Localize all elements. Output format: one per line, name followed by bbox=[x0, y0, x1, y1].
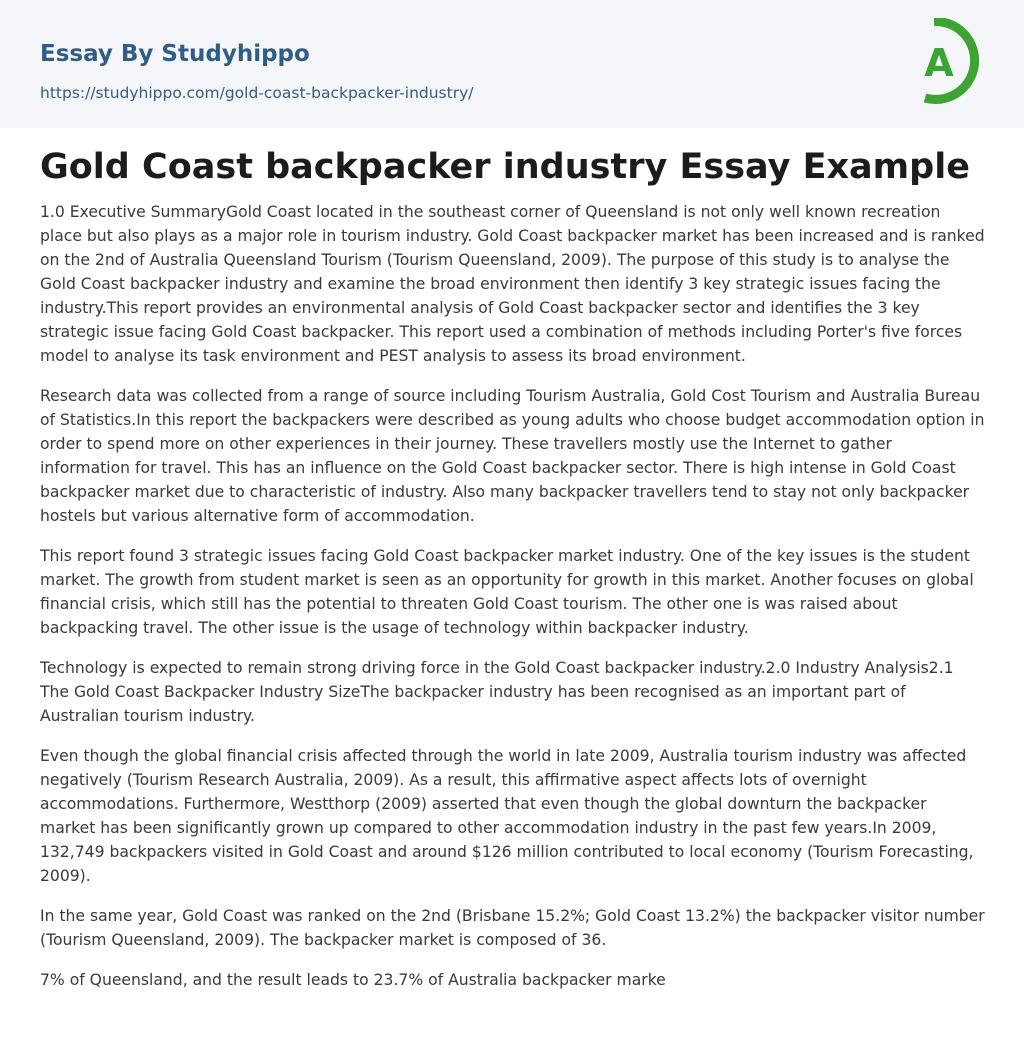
article-body bbox=[40, 189, 986, 992]
paragraph: Even though the global financial crisis affected through the world in late 2009, Australia tourism industry was affected negatively (Tourism Research Australia, 2009). As a result, this affirmative aspect affects lots of overnight accommodations. Furthermore, Westthorp (2009) asserted that even though the global downturn the backpacker market has been significantly grown up compared to other accommodation industry in the past few years.In 2009, 132,749 backpackers visited in Gold Coast and around $126 million contributed to local economy (Tourism Forecasting, 2009). bbox=[40, 747, 974, 885]
logo-letter: A bbox=[924, 41, 954, 85]
paragraph: Technology is expected to remain strong driving force in the Gold Coast backpacker industry.2.0 Industry Analysis2.1 The Gold Coast Backpacker Industry SizeThe backpacker industry has been recognised as an important part of Australian tourism industry. bbox=[40, 659, 954, 725]
site-header bbox=[0, 0, 1024, 128]
paragraph: Research data was collected from a range of source including Tourism Australia, Gold Cost Tourism and Australia Bureau of Statistics.In this report the backpackers were described as young adults who choose budget accommodation option in order to spend more on other experiences in their journey. These travellers mostly use the Internet to gather information for travel. This has an influence on the Gold Coast backpacker sector. There is high intense in Gold Coast backpacker market due to characteristic of industry. Also many backpacker travellers tend to stay not only backpacker hostels but various alternative form of accommodation. bbox=[40, 387, 985, 525]
paragraph: 7% of Queensland, and the result leads to 23.7% of Australia backpacker marke bbox=[40, 971, 666, 989]
paragraph: 1.0 Executive SummaryGold Coast located in the southeast corner of Queensland is not only well known recreation place but also plays as a major role in tourism industry. Gold Coast backpacker market has been increased and is ranked on the 2nd of Australia Queensland Tourism (Tourism Queensland, 2009). The purpose of this study is to analyse the Gold Coast backpacker industry and examine the broad environment then identify 3 key strategic issues facing the industry.This report provides an environmental analysis of Gold Coast backpacker sector and identifies the 3 key strategic issue facing Gold Coast backpacker. This report used a combination of methods including Porter's five forces model to analyse its task environment and PEST analysis to assess its broad environment. bbox=[40, 203, 985, 365]
site-brand[interactable]: Essay By Studyhippo bbox=[40, 41, 310, 67]
page-title: Gold Coast backpacker industry Essay Example bbox=[40, 147, 970, 187]
paragraph: In the same year, Gold Coast was ranked on the 2nd (Brisbane 15.2%; Gold Coast 13.2%) the backpacker visitor number (Tourism Queensland, 2009). The backpacker market is composed of 36. bbox=[40, 907, 985, 949]
studyhippo-logo-icon[interactable] bbox=[907, 18, 987, 106]
paragraph: This report found 3 strategic issues facing Gold Coast backpacker market industry. One of the key issues is the student market. The growth from student market is seen as an opportunity for growth in this market. Another focuses on global financial crisis, which still has the potential to threaten Gold Coast tourism. The other one is was raised about backpacking travel. The other issue is the usage of technology within backpacker industry. bbox=[40, 547, 974, 637]
page-url-link[interactable]: https://studyhippo.com/gold-coast-backpacker-industry/ bbox=[40, 84, 474, 102]
